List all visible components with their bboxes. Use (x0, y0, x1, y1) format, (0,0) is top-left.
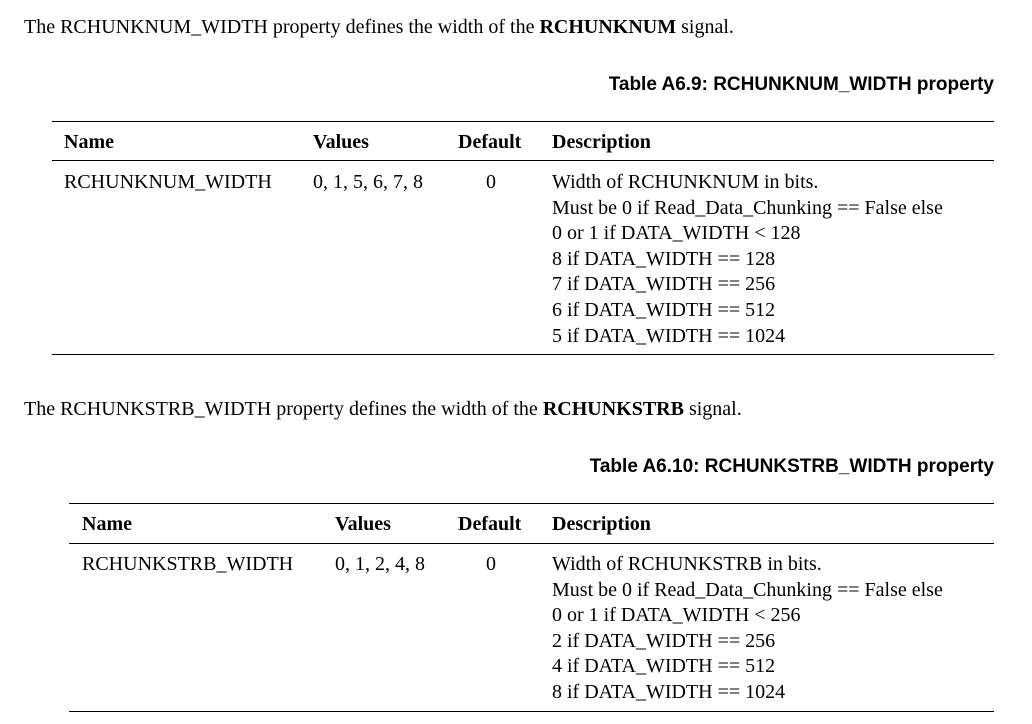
description-line: Must be 0 if Read_Data_Chunking == False else (552, 578, 943, 601)
section2-intro-tail: signal. (683, 398, 742, 420)
description-line: 6 if DATA_WIDTH == 512 (552, 298, 776, 321)
header-description: Description (552, 513, 651, 535)
description-line: 5 if DATA_WIDTH == 1024 (552, 324, 786, 347)
row-description (552, 170, 943, 349)
section1-table-caption: Table A6.9: RCHUNKNUM_WIDTH property (608, 74, 994, 95)
description-line: Must be 0 if Read_Data_Chunking == False else (552, 196, 943, 219)
section2-table-caption: Table A6.10: RCHUNKSTRB_WIDTH property (589, 456, 994, 477)
table-top-rule (69, 503, 994, 504)
row-description (552, 552, 943, 706)
section1-intro (24, 15, 734, 39)
header-name: Name (82, 513, 132, 535)
description-line: Width of RCHUNKSTRB in bits. (552, 553, 822, 575)
row-name: RCHUNKSTRB_WIDTH (82, 553, 294, 575)
section2-signal-name: RCHUNKSTRB (542, 398, 684, 420)
header-values: Values (335, 513, 391, 535)
section1-intro-tail: signal. (676, 16, 734, 38)
description-line: 2 if DATA_WIDTH == 256 (552, 629, 776, 652)
row-values: 0, 1, 2, 4, 8 (335, 553, 425, 575)
row-default: 0 (486, 171, 496, 193)
section1-intro-text: The RCHUNKNUM_WIDTH property defines the width of the (24, 16, 540, 38)
section1-signal-name: RCHUNKNUM (539, 16, 677, 38)
row-values: 0, 1, 5, 6, 7, 8 (313, 171, 423, 193)
table-header-rule (52, 160, 994, 161)
description-line: Width of RCHUNKNUM in bits. (552, 171, 819, 193)
header-default: Default (458, 131, 522, 153)
table-header-rule (69, 543, 994, 544)
header-name: Name (64, 131, 114, 153)
row-name: RCHUNKNUM_WIDTH (64, 171, 272, 193)
description-line: 4 if DATA_WIDTH == 512 (552, 655, 776, 678)
section2-intro-text: The RCHUNKSTRB_WIDTH property defines the width of the (24, 398, 543, 420)
table-bottom-rule (69, 711, 994, 712)
section2-intro (24, 397, 742, 421)
description-line: 0 or 1 if DATA_WIDTH < 256 (552, 604, 801, 627)
row-default: 0 (486, 553, 496, 575)
description-line: 8 if DATA_WIDTH == 1024 (552, 680, 786, 703)
description-line: 0 or 1 if DATA_WIDTH < 128 (552, 222, 801, 245)
header-description: Description (552, 131, 651, 153)
header-values: Values (313, 131, 369, 153)
description-line: 7 if DATA_WIDTH == 256 (552, 273, 776, 296)
description-line: 8 if DATA_WIDTH == 128 (552, 247, 776, 270)
table-bottom-rule (52, 354, 994, 355)
header-default: Default (458, 513, 522, 535)
table-top-rule (52, 121, 994, 122)
